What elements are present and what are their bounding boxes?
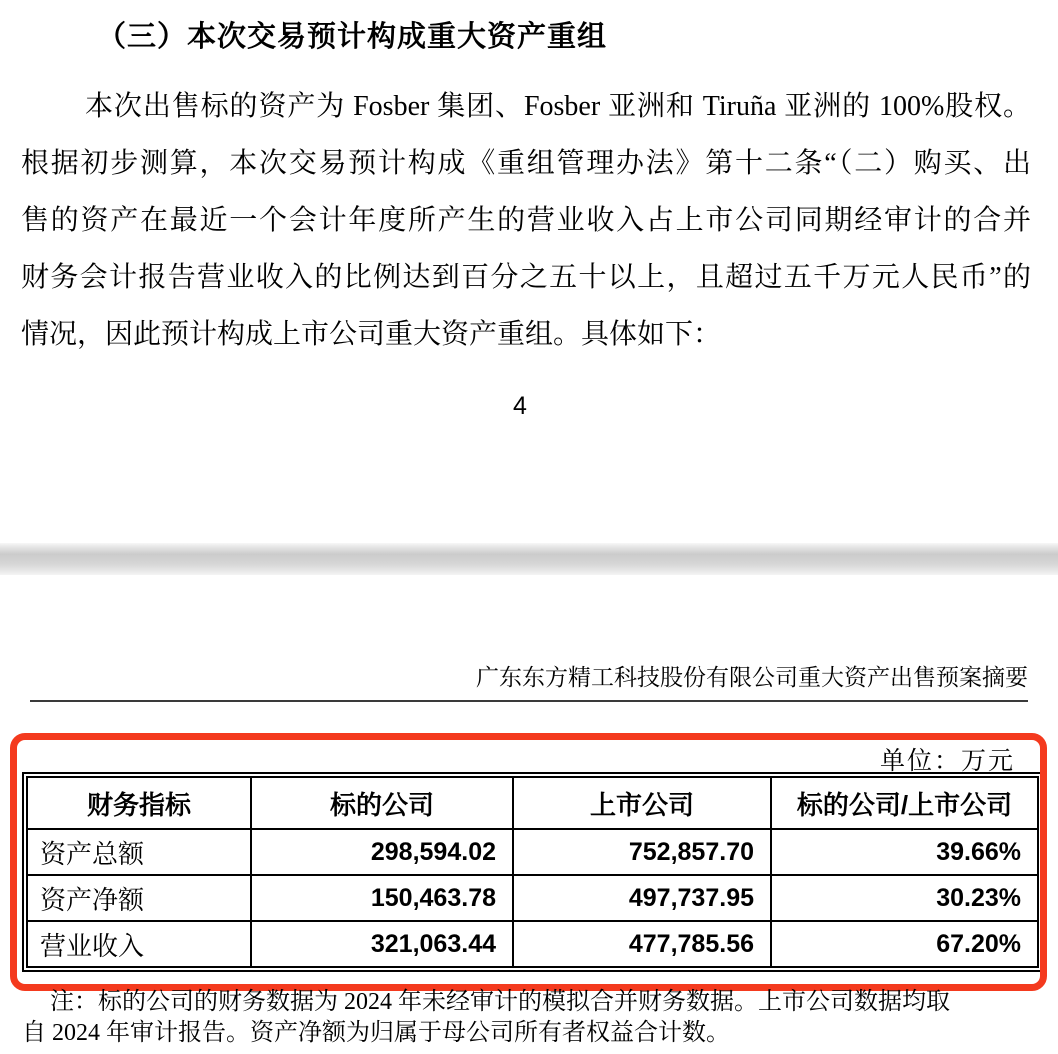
paragraph-line: 财务会计报告营业收入的比例达到百分之五十以上，且超过五千万元人民币”的 (21, 262, 1031, 293)
paragraph-line: 情况，因此预计构成上市公司重大资产重组。具体如下： (21, 319, 722, 350)
table-cell-indicator: 资产净额 (28, 874, 250, 920)
table-cell-target: 298,594.02 (250, 828, 512, 874)
table-cell-indicator: 营业收入 (28, 920, 250, 966)
running-header: 广东东方精工科技股份有限公司重大资产出售预案摘要 (30, 663, 1028, 702)
table-cell-ratio: 30.23% (770, 874, 1037, 920)
column-header-listed-company: 上市公司 (512, 778, 770, 828)
footnote-line: 自 2024 年审计报告。资产净额为归属于母公司所有者权益合计数。 (22, 1020, 730, 1046)
table-footnote (22, 987, 1034, 1049)
pdf-page-2 (0, 575, 1058, 1054)
body-paragraph (21, 78, 1031, 363)
table-cell-listed: 477,785.56 (512, 920, 770, 966)
table-cell-indicator: 资产总额 (28, 828, 250, 874)
footnote-line: 注：标的公司的财务数据为 2024 年未经审计的模拟合并财务数据。上市公司数据均取 (50, 989, 950, 1015)
table-header-row (28, 778, 1037, 828)
table-cell-ratio: 39.66% (770, 828, 1037, 874)
financial-indicators-table (22, 772, 1043, 972)
table-row (28, 874, 1037, 920)
column-header-ratio: 标的公司/上市公司 (770, 778, 1037, 828)
table-cell-listed: 752,857.70 (512, 828, 770, 874)
paragraph-line: 根据初步测算，本次交易预计构成《重组管理办法》第十二条“（二）购买、出 (21, 148, 1031, 179)
table-cell-listed: 497,737.95 (512, 874, 770, 920)
paragraph-line: 售的资产在最近一个会计年度所产生的营业收入占上市公司同期经审计的合并 (21, 205, 1031, 236)
column-header-indicator: 财务指标 (86, 789, 191, 820)
section-heading: （三）本次交易预计构成重大资产重组 (97, 21, 608, 53)
paragraph-line: 本次出售标的资产为 Fosber 集团、Fosber 亚洲和 Tiruña 亚洲的 100%股权。 (85, 91, 1031, 122)
table-cell-ratio: 67.20% (770, 920, 1037, 966)
column-header-target-company: 标的公司 (250, 778, 512, 828)
table-cell-target: 321,063.44 (250, 920, 512, 966)
page-number: 4 (513, 392, 527, 420)
table-cell-target: 150,463.78 (250, 874, 512, 920)
page-break-divider (0, 543, 1058, 575)
table-row (28, 920, 1037, 966)
table-row (28, 828, 1037, 874)
unit-label: 单位：万元 (879, 748, 1015, 775)
